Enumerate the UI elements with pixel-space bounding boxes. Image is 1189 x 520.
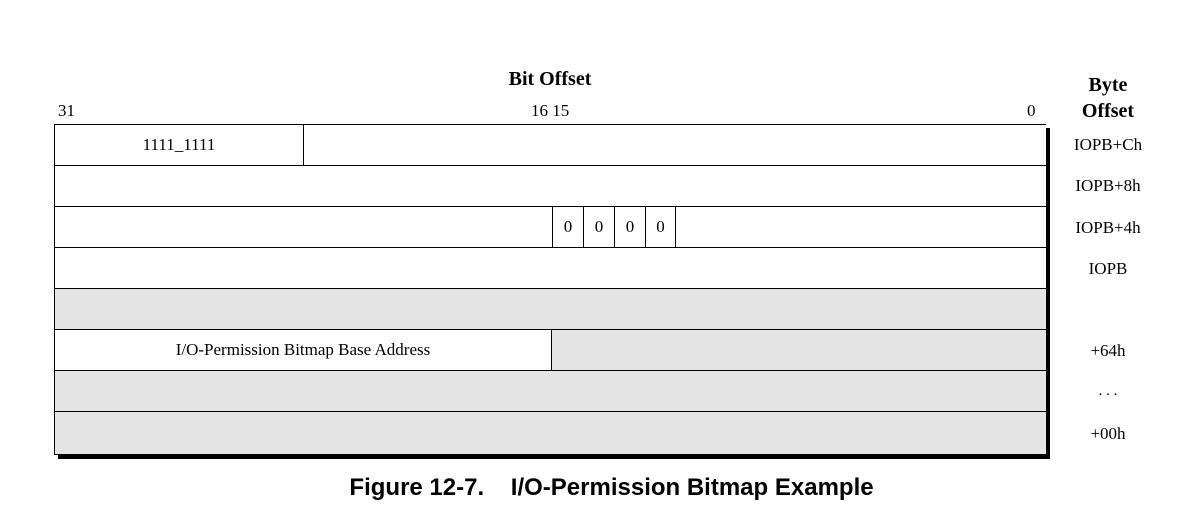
- offset-iopb: IOPB: [1088, 259, 1128, 278]
- row-ellipsis: [55, 371, 1046, 412]
- bit-tick-16-15: 16 15: [531, 101, 570, 120]
- bit-cell: 0: [583, 207, 614, 247]
- figure-caption: Figure 12-7. I/O-Permission Bitmap Example: [349, 474, 874, 501]
- row-plus-64h: [55, 330, 1046, 371]
- offset-iopb-8h: IOPB+8h: [1075, 176, 1141, 195]
- offset-iopb-4h: IOPB+4h: [1075, 218, 1141, 237]
- row-iopb: [55, 248, 1046, 289]
- row-iopb-8h: [55, 166, 1046, 207]
- offset-plus-64h: +64h: [1090, 341, 1126, 360]
- byte-offset-heading-line2: Offset: [1081, 100, 1135, 122]
- bit-cell: 0: [552, 207, 583, 247]
- field-1111-1111: 1111_1111: [55, 125, 304, 165]
- row-iopb-ch: [55, 125, 1046, 166]
- bit-tick-31: 31: [58, 101, 75, 120]
- byte-offset-heading-line1: Byte: [1088, 74, 1128, 96]
- row-iopb-4h: [55, 207, 1046, 248]
- field-iopb-base-address: I/O-Permission Bitmap Base Address: [55, 330, 552, 370]
- bit-cell: 0: [614, 207, 645, 247]
- bit-offset-heading: Bit Offset: [508, 68, 592, 90]
- offset-ellipsis: . . .: [1098, 383, 1118, 399]
- offset-iopb-ch: IOPB+Ch: [1073, 135, 1143, 154]
- offset-plus-00h: +00h: [1090, 424, 1126, 443]
- row-plus-00h: [55, 412, 1046, 455]
- bitmap-diagram: [54, 124, 1046, 455]
- bit-cell: 0: [645, 207, 676, 247]
- row-reserved: [55, 289, 1046, 330]
- byte-offset-heading: [1068, 72, 1148, 124]
- bit-tick-0: 0: [1027, 101, 1036, 120]
